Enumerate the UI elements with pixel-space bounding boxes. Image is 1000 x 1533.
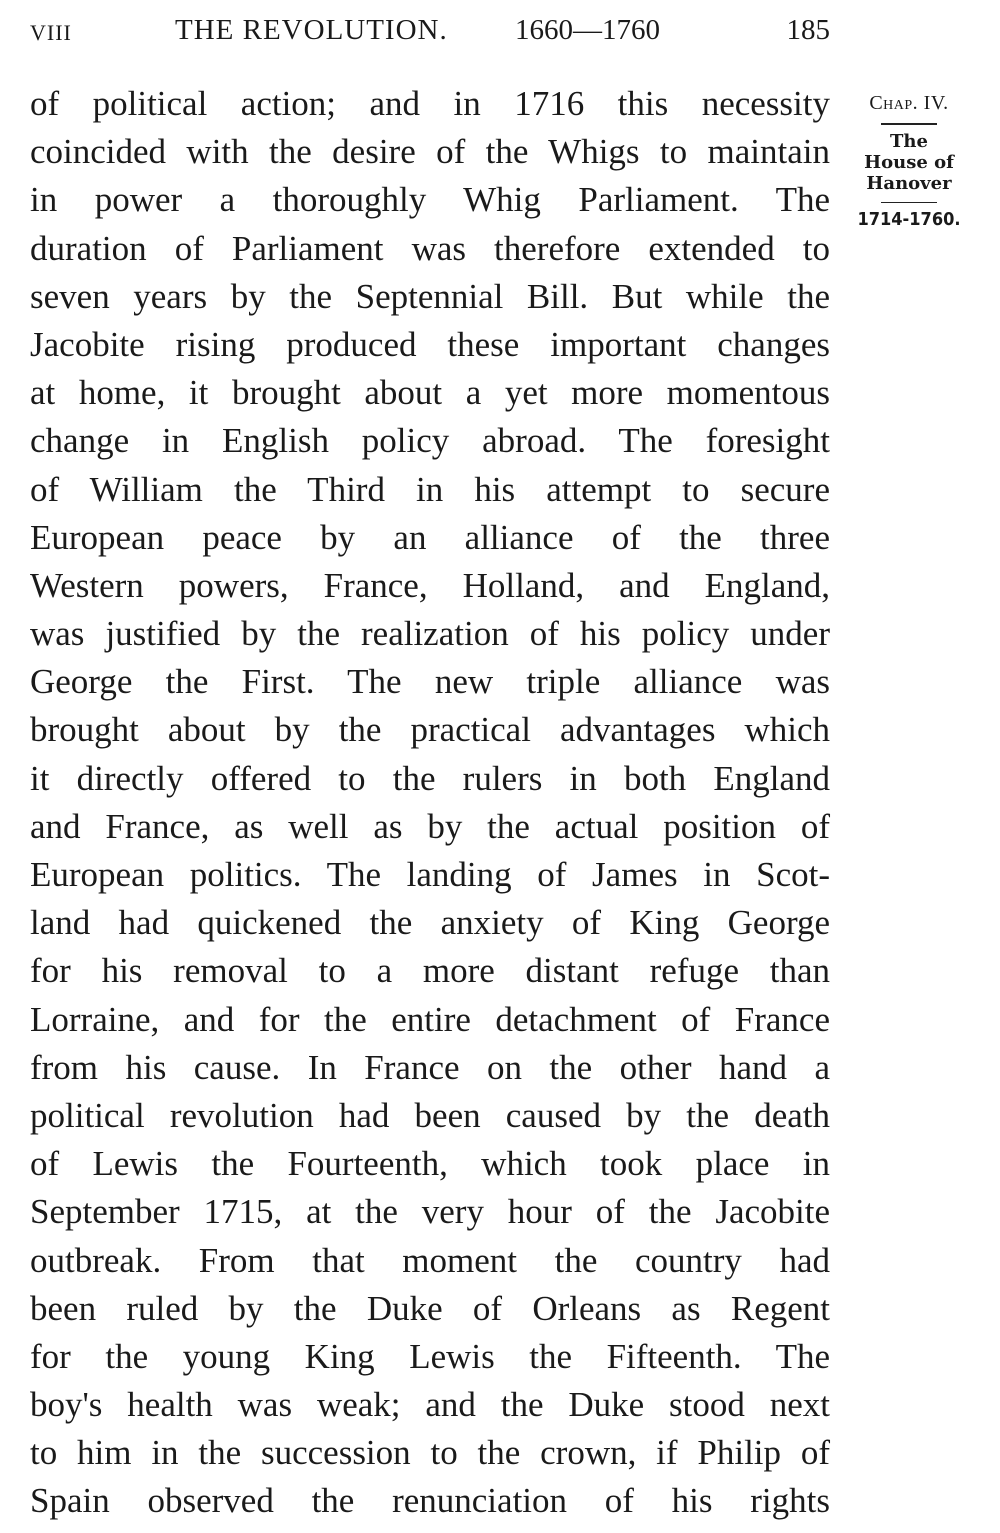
text-line: in power a thoroughly Whig Parliament. The xyxy=(30,180,830,220)
header-dates: 1660—1760 xyxy=(515,14,660,46)
text-line: of William the Third in his attempt to secure xyxy=(30,469,830,509)
text-line: European politics. The landing of James in Scot- xyxy=(30,855,830,894)
page-number: 185 xyxy=(786,14,830,46)
margin-note xyxy=(848,92,970,230)
text-line: Spain observed the renunciation of his rights xyxy=(30,1481,830,1521)
header-title: THE REVOLUTION. xyxy=(175,14,448,46)
text-line: for the young King Lewis the Fifteenth. The xyxy=(30,1336,830,1376)
body-text xyxy=(30,80,830,1526)
text-line: Jacobite rising produced these important changes xyxy=(30,324,830,364)
text-line: political revolution had been caused by the death xyxy=(30,1095,830,1135)
margin-chapter: Chap. IV. xyxy=(869,92,949,114)
text-line: Lorraine, and for the entire detachment of France xyxy=(30,999,830,1039)
text-line: for his removal to a more distant refuge than xyxy=(30,951,830,991)
header-chapter: VIII xyxy=(30,20,72,45)
text-line: outbreak. From that moment the country had xyxy=(30,1240,830,1280)
margin-subtitle xyxy=(848,131,970,194)
text-line: of political action; and in 1716 this necessity xyxy=(30,84,830,123)
text-line: seven years by the Septennial Bill. But while the xyxy=(30,276,830,316)
text-line: and France, as well as by the actual position of xyxy=(30,806,830,846)
margin-subtitle-line: Hanover xyxy=(866,172,952,194)
text-line: September 1715, at the very hour of the Jacobite xyxy=(30,1192,830,1232)
margin-subtitle-line: House of xyxy=(864,151,954,173)
text-line: at home, it brought about a yet more momentous xyxy=(30,373,830,413)
text-line: coincided with the desire of the Whigs to maintain xyxy=(30,132,830,172)
margin-divider xyxy=(881,123,937,125)
text-line: it directly offered to the rulers in both England xyxy=(30,758,830,798)
text-line: was justified by the realization of his policy under xyxy=(30,614,830,654)
margin-years: 1714-1760. xyxy=(857,209,961,230)
text-line: George the First. The new triple alliance was xyxy=(30,662,830,702)
text-line: brought about by the practical advantages which xyxy=(30,710,830,750)
text-line: been ruled by the Duke of Orleans as Regent xyxy=(30,1288,830,1328)
text-line: European peace by an alliance of the three xyxy=(30,517,830,557)
text-line: from his cause. In France on the other hand a xyxy=(30,1047,830,1087)
text-line: change in English policy abroad. The foresight xyxy=(30,421,830,461)
text-line: land had quickened the anxiety of King George xyxy=(30,903,830,943)
text-line: of Lewis the Fourteenth, which took place in xyxy=(30,1144,830,1184)
margin-subtitle-line: The xyxy=(890,130,928,152)
running-header xyxy=(30,14,830,54)
text-line: Western powers, France, Holland, and England, xyxy=(30,565,830,605)
margin-divider xyxy=(881,202,937,204)
text-line: to him in the succession to the crown, if Philip of xyxy=(30,1433,830,1473)
text-line: duration of Parliament was therefore extended to xyxy=(30,228,830,268)
text-line: boy's health was weak; and the Duke stood next xyxy=(30,1385,830,1425)
